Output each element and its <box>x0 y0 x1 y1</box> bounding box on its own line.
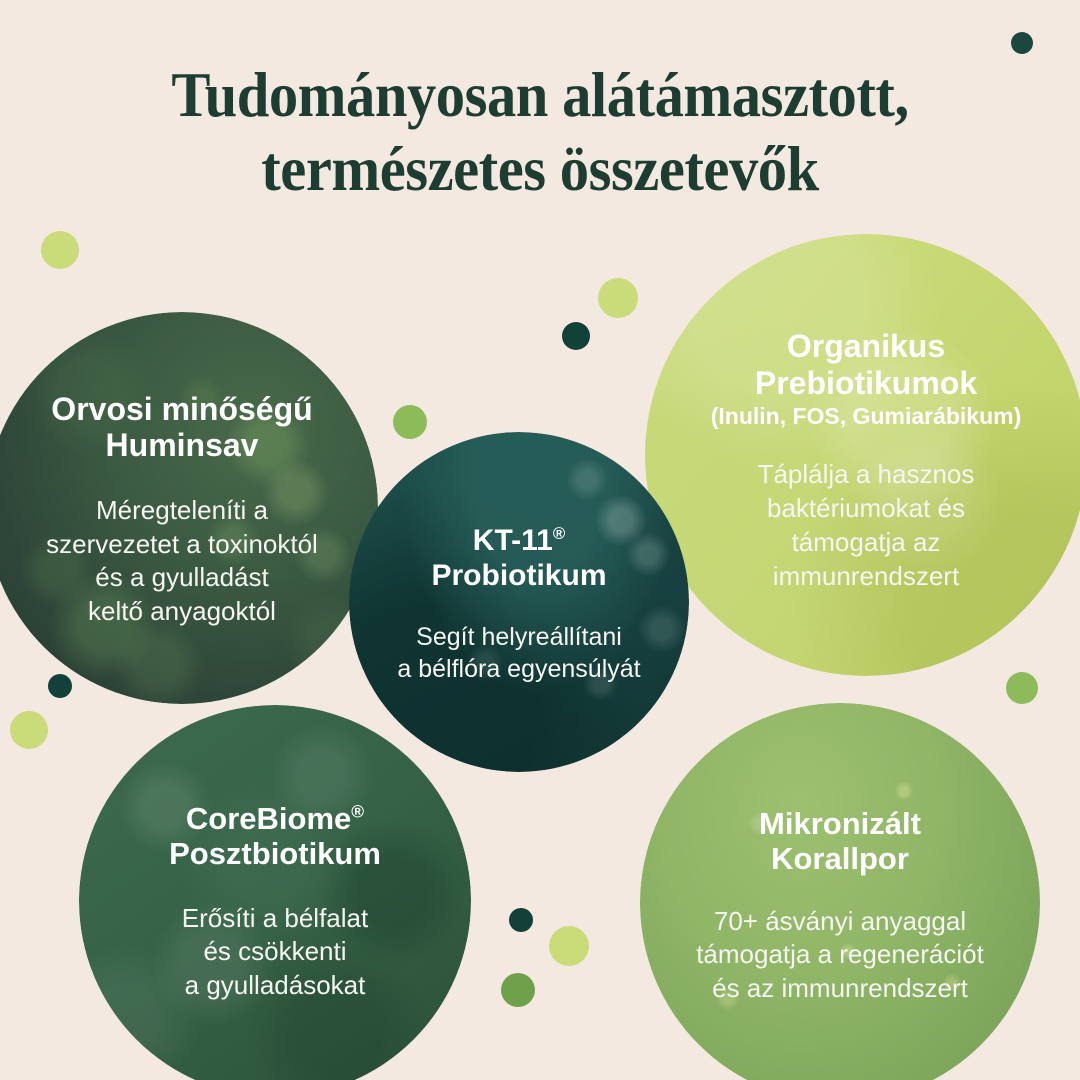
corebiome-heading <box>85 801 465 872</box>
prebiotics-body: Táplálja a hasznos baktériumokat és támogatja az immunrendszert <box>757 459 975 591</box>
humic-acid-heading <box>0 391 372 464</box>
dot-lime-mid-left <box>10 711 48 749</box>
humic-acid-heading-line-2: Huminsav <box>105 427 259 464</box>
dot-teal-top-right <box>1011 32 1033 54</box>
coral-powder-heading-line-2: Korallpor <box>771 841 909 877</box>
corebiome-heading-line-2: Posztbiotikum <box>169 836 381 872</box>
dot-lime-mid-top <box>598 278 638 318</box>
ingredient-circle-kt11 <box>349 432 689 772</box>
dot-green-mid-right <box>1006 672 1038 704</box>
humic-acid-heading-line-1: Orvosi minőségű <box>51 390 313 427</box>
humic-acid-content <box>0 387 378 629</box>
ingredient-circle-humic-acid <box>0 312 378 704</box>
prebiotics-heading-line-2: Prebiotikumok <box>754 364 978 401</box>
coral-powder-body: 70+ ásványi anyaggal támogatja a regenerációt és az immunrendszert <box>696 905 984 1004</box>
dot-teal-mid-top <box>562 322 590 350</box>
coral-powder-heading-line-1: Mikronizált <box>759 805 921 841</box>
page-title <box>38 58 1042 207</box>
kt11-heading <box>355 524 683 592</box>
ingredient-circle-corebiome <box>79 705 471 1080</box>
dot-lime-top-left <box>41 231 79 269</box>
corebiome-content <box>79 799 471 1003</box>
ingredient-circle-prebiotics <box>645 234 1080 676</box>
dot-green-bottom-left <box>501 973 535 1007</box>
dot-teal-mid-left <box>48 674 72 698</box>
coral-powder-heading <box>646 806 1034 877</box>
corebiome-body: Erősíti a bélfalat és csökkenti a gyulladásokat <box>181 902 369 1001</box>
prebiotics-heading-line-1: Organikus <box>786 328 946 365</box>
kt11-content <box>349 518 689 685</box>
dot-green-center-left <box>393 405 427 439</box>
prebiotics-heading <box>651 328 1080 401</box>
dot-lime-bottom-center <box>549 926 589 966</box>
ingredient-circle-coral-powder <box>640 703 1040 1080</box>
page-title-line-2: természetes összetevők <box>261 134 819 205</box>
corebiome-registered-icon: ® <box>351 801 365 822</box>
humic-acid-body: Méregteleníti a szervezetet a toxinoktól és a gyulladást keltő anyagoktól <box>46 494 318 627</box>
page-title-line-1: Tudományosan alátámasztott, <box>171 60 909 130</box>
coral-powder-content <box>640 800 1040 1006</box>
corebiome-heading-line-1: CoreBiome <box>185 800 352 836</box>
kt11-body: Segít helyreállítani a bélflóra egyensúlyát <box>397 622 641 684</box>
prebiotics-subtitle: (Inulin, FOS, Gumiarábikum) <box>710 403 1022 430</box>
prebiotics-content <box>645 316 1080 593</box>
kt11-heading-line-1: KT-11 <box>472 524 553 558</box>
kt11-heading-line-2: Probiotikum <box>431 558 607 592</box>
dot-teal-bottom-center <box>509 908 533 932</box>
kt11-registered-icon: ® <box>552 524 566 544</box>
